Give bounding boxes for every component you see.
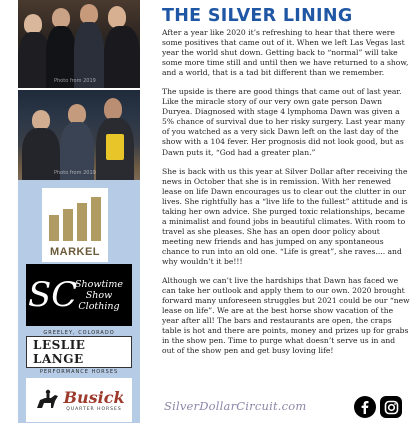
article-paragraph: Although we can’t live the hardships that Dawn has faced we can take her outlook and apply them to our own. 2020 brought forward many unforeseen struggles but 2021 could be our “new lease on life”. We are at the best horse show vacation of the year after all! The bars and restaurants are open, the craps table is hot and there are points, money and prizes up for grabs in the show pen. Time to purge what doesn’t serve us in and out of the show pen and get busy loving life! (162, 276, 410, 356)
leslie-tagline: PERFORMANCE HORSES (39, 368, 119, 375)
busick-wordmark (63, 388, 124, 412)
article-paragraph: After a year like 2020 it’s refreshing to hear that there were some positives that came out of it. When we left Las Vegas last year the world shut down. Getting back to “normal” will take some more time still and until then we have returned to a show, and a world, that is a tad bit different than we remember. (162, 28, 409, 78)
article-title: THE SILVER LINING (162, 6, 353, 26)
sc-monogram: SC (28, 275, 78, 315)
horse-rider-icon (33, 386, 61, 414)
showtime-wordmark (68, 279, 130, 312)
leslie-name: LESLIE LANGE (26, 336, 132, 368)
markel-name: MARKEL (49, 245, 101, 258)
sponsor-panel (18, 180, 140, 423)
photo-credit: Photo from 2019 (54, 78, 96, 84)
article (162, 6, 410, 356)
markel-mark-icon (49, 197, 101, 241)
showtime-line2: Show (85, 289, 113, 301)
photo-credit: Photo from 2019 (54, 170, 96, 176)
footer (162, 394, 410, 420)
busick-sub: QUARTER HORSES (66, 407, 122, 412)
article-paragraph: The upside is there are good things that came out of last year. Like the miracle story of our very own gate person Dawn Duryea. Diagnosed with stage 4 lymphoma Dawn was given a 5% chance of survival due to her risky surgery. Last year many of you watched as a very sick Dawn left on the last day of the show with a 104 fever. Her prognosis did not look good, but as Dawn puts it, “God had a greater plan.” (162, 87, 405, 157)
facebook-icon[interactable] (354, 396, 376, 418)
left-column (0, 0, 152, 423)
instagram-icon[interactable] (380, 396, 402, 418)
article-paragraph: She is back with us this year at Silver Dollar after receiving the news in October that she is in remission. With her renewed lease on life Dawn encourages us to clear out the clutter in our lives. She rightfully has a “live life to the fullest” attitude and is taking her own advice. She purged toxic relationships, became a minimalist and found jobs in beautiful climates. With room to travel as she pleases. She has an open door policy about meeting new friends and has jumped on any spontaneous chance to run into an old one. “Life is great”, she raves.... and why wouldn’t it be!!! (162, 166, 408, 266)
busick-quarter-horses-logo[interactable] (26, 378, 132, 422)
leslie-lange-logo[interactable] (26, 329, 132, 375)
busick-name: Busick (63, 388, 125, 407)
event-photo-trio (18, 90, 140, 180)
showtime-line1: Showtime (75, 278, 123, 290)
website-signature[interactable]: SilverDollarCircuit.com (164, 399, 307, 413)
event-photo-group (18, 0, 140, 88)
leslie-location: GREELEY, COLORADO (43, 329, 115, 336)
showtime-line3: Clothing (78, 300, 120, 312)
markel-logo[interactable] (42, 188, 108, 262)
showtime-show-clothing-logo[interactable] (26, 264, 132, 326)
